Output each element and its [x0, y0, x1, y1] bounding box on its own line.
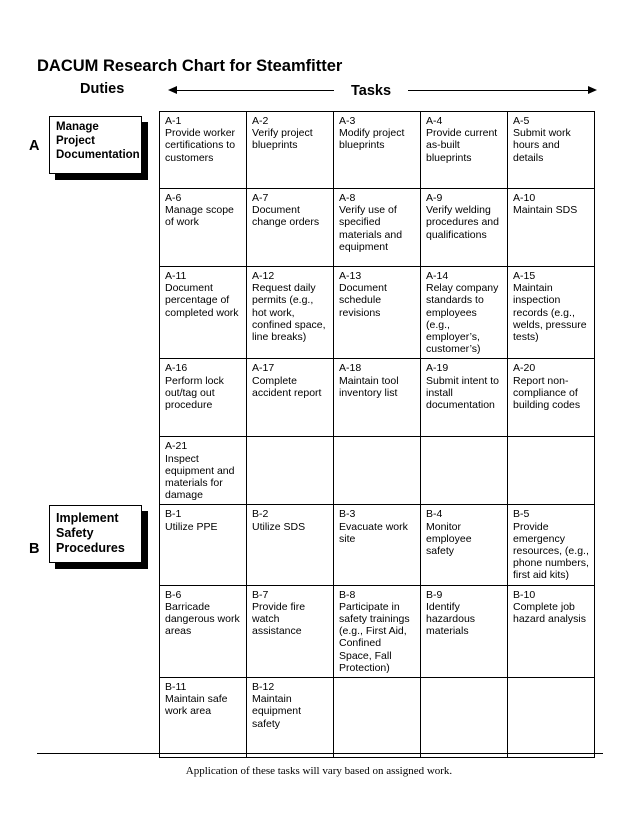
task-row: [160, 267, 595, 359]
task-text: Relay company standards to employees (e.g., employer’s, customer’s): [426, 282, 499, 356]
task-text: Barricade dangerous work areas: [165, 600, 240, 638]
task-text: Complete job hazard analysis: [513, 600, 586, 626]
task-cell: [334, 112, 421, 189]
task-cell: [421, 112, 508, 189]
task-cell: [160, 189, 247, 267]
task-code: A-5: [513, 115, 530, 127]
duty-letter-b: B: [29, 541, 40, 557]
task-code: B-8: [339, 588, 356, 601]
task-cell: [334, 189, 421, 267]
task-text: Maintain equipment safety: [252, 693, 302, 730]
task-cell: [421, 189, 508, 267]
task-text: Complete accident report: [252, 374, 322, 399]
task-cell: [508, 267, 595, 359]
task-text: Perform lock out/tag out procedure: [165, 374, 224, 412]
task-text: Maintain SDS: [513, 204, 578, 217]
empty-cell: [421, 437, 508, 505]
task-cell: [160, 678, 247, 758]
task-cell: [247, 585, 334, 677]
task-code: A-1: [165, 115, 182, 127]
duty-box-b: [49, 505, 142, 563]
task-code: A-3: [339, 115, 356, 127]
task-text: Utilize PPE: [165, 520, 218, 533]
task-cell: [421, 267, 508, 359]
duty-b-line-1: Implement: [56, 511, 119, 525]
task-code: A-13: [339, 270, 362, 282]
task-cell: [247, 678, 334, 758]
task-text: Report non-compliance of building codes: [513, 374, 581, 412]
task-cell: [160, 359, 247, 437]
task-code: A-17: [252, 362, 275, 375]
task-code: B-6: [165, 588, 182, 601]
task-text: Identify hazardous materials: [426, 600, 476, 638]
task-code: A-19: [426, 362, 449, 375]
task-code: A-9: [426, 192, 443, 204]
task-code: A-2: [252, 115, 269, 127]
duty-box-a: [49, 116, 142, 174]
task-cell: [160, 437, 247, 505]
task-text: Submit intent to install documentation: [426, 374, 499, 412]
task-cell: [247, 505, 334, 585]
task-row: [160, 437, 595, 505]
task-code: A-16: [165, 362, 188, 375]
task-text: Document percentage of completed work: [165, 282, 239, 319]
task-row: [160, 112, 595, 189]
task-code: A-18: [339, 362, 362, 375]
task-code: B-7: [252, 588, 269, 601]
task-cell: [247, 112, 334, 189]
task-cell: [508, 505, 595, 585]
task-code: A-21: [165, 440, 188, 453]
task-cell: [160, 112, 247, 189]
task-text: Utilize SDS: [252, 520, 306, 533]
arrow-right-line: [408, 90, 592, 91]
task-cell: [508, 112, 595, 189]
duty-a-line-3: Documentation: [56, 149, 140, 161]
task-code: A-15: [513, 270, 536, 282]
task-text: Participate in safety trainings (e.g., First Aid, Confined Space, Fall Protection): [339, 600, 410, 674]
empty-cell: [334, 437, 421, 505]
task-code: B-5: [513, 508, 530, 521]
task-text: Request daily permits (e.g., hot work, confined space, line breaks): [252, 282, 326, 344]
task-code: A-6: [165, 192, 182, 204]
task-text: Provide fire watch assistance: [252, 600, 306, 638]
arrow-left-line: [172, 90, 334, 91]
task-row: [160, 678, 595, 758]
task-code: B-12: [252, 681, 275, 694]
footer-note: Application of these tasks will vary based on assigned work.: [185, 765, 453, 777]
duty-letter-a: A: [29, 138, 40, 154]
task-code: B-4: [426, 508, 443, 521]
task-code: B-3: [339, 508, 356, 521]
empty-cell: [247, 437, 334, 505]
empty-cell: [334, 678, 421, 758]
task-cell: [160, 267, 247, 359]
task-cell: [421, 585, 508, 677]
task-cell: [160, 505, 247, 585]
task-text: Maintain inspection records (e.g., welds, pressure tests): [513, 282, 587, 344]
task-cell: [334, 585, 421, 677]
task-code: B-1: [165, 508, 182, 521]
task-text: Maintain tool inventory list: [339, 374, 399, 399]
task-code: A-14: [426, 270, 449, 282]
task-row: [160, 585, 595, 677]
task-text: Provide current as-built blueprints: [426, 127, 498, 164]
task-code: B-9: [426, 588, 443, 601]
duties-header: Duties: [80, 81, 125, 97]
task-grid: [159, 111, 595, 758]
task-code: A-11: [165, 270, 187, 282]
task-text: Verify project blueprints: [252, 127, 313, 152]
task-cell: [334, 505, 421, 585]
task-text: Document change orders: [252, 204, 320, 229]
task-cell: [508, 189, 595, 267]
task-code: A-8: [339, 192, 356, 204]
task-text: Modify project blueprints: [339, 127, 405, 152]
task-text: Submit work hours and details: [513, 127, 571, 164]
chart-title: DACUM Research Chart for Steamfitter: [37, 57, 343, 75]
empty-cell: [421, 678, 508, 758]
task-code: A-12: [252, 270, 275, 282]
task-cell: [160, 585, 247, 677]
empty-cell: [508, 437, 595, 505]
task-cell: [508, 359, 595, 437]
task-cell: [247, 267, 334, 359]
duty-b-line-2: Safety: [56, 526, 94, 540]
task-cell: [334, 359, 421, 437]
task-code: A-4: [426, 115, 443, 127]
empty-cell: [508, 678, 595, 758]
tasks-header: Tasks: [351, 83, 392, 99]
task-text: Provide worker certifications to customers: [165, 127, 236, 164]
task-code: B-10: [513, 588, 536, 601]
task-row: [160, 359, 595, 437]
task-code: A-7: [252, 192, 269, 204]
task-text: Monitor employee safety: [426, 520, 472, 558]
footer-divider: [37, 753, 603, 754]
task-code: A-10: [513, 192, 536, 204]
duty-a-line-1: Manage: [56, 121, 99, 133]
task-text: Maintain safe work area: [165, 693, 228, 718]
task-cell: [334, 267, 421, 359]
task-text: Verify welding procedures and qualifications: [426, 204, 499, 241]
duty-a-line-2: Project: [56, 135, 95, 147]
task-row: [160, 189, 595, 267]
task-text: Verify use of specified materials and equipment: [339, 204, 403, 253]
task-code: A-20: [513, 362, 536, 375]
arrow-right-icon: [588, 86, 597, 94]
task-text: Provide emergency resources, (e.g., phone numbers, first aid kits): [513, 520, 589, 582]
task-cell: [247, 359, 334, 437]
duty-b-line-3: Procedures: [56, 541, 125, 555]
task-text: Document schedule revisions: [339, 282, 387, 319]
task-text: Inspect equipment and materials for damage: [165, 452, 235, 502]
task-row: [160, 505, 595, 585]
task-text: Evacuate work site: [339, 520, 408, 545]
task-cell: [421, 505, 508, 585]
task-cell: [421, 359, 508, 437]
task-text: Manage scope of work: [165, 204, 234, 229]
task-code: B-11: [165, 681, 187, 694]
task-cell: [508, 585, 595, 677]
task-cell: [247, 189, 334, 267]
task-code: B-2: [252, 508, 269, 521]
